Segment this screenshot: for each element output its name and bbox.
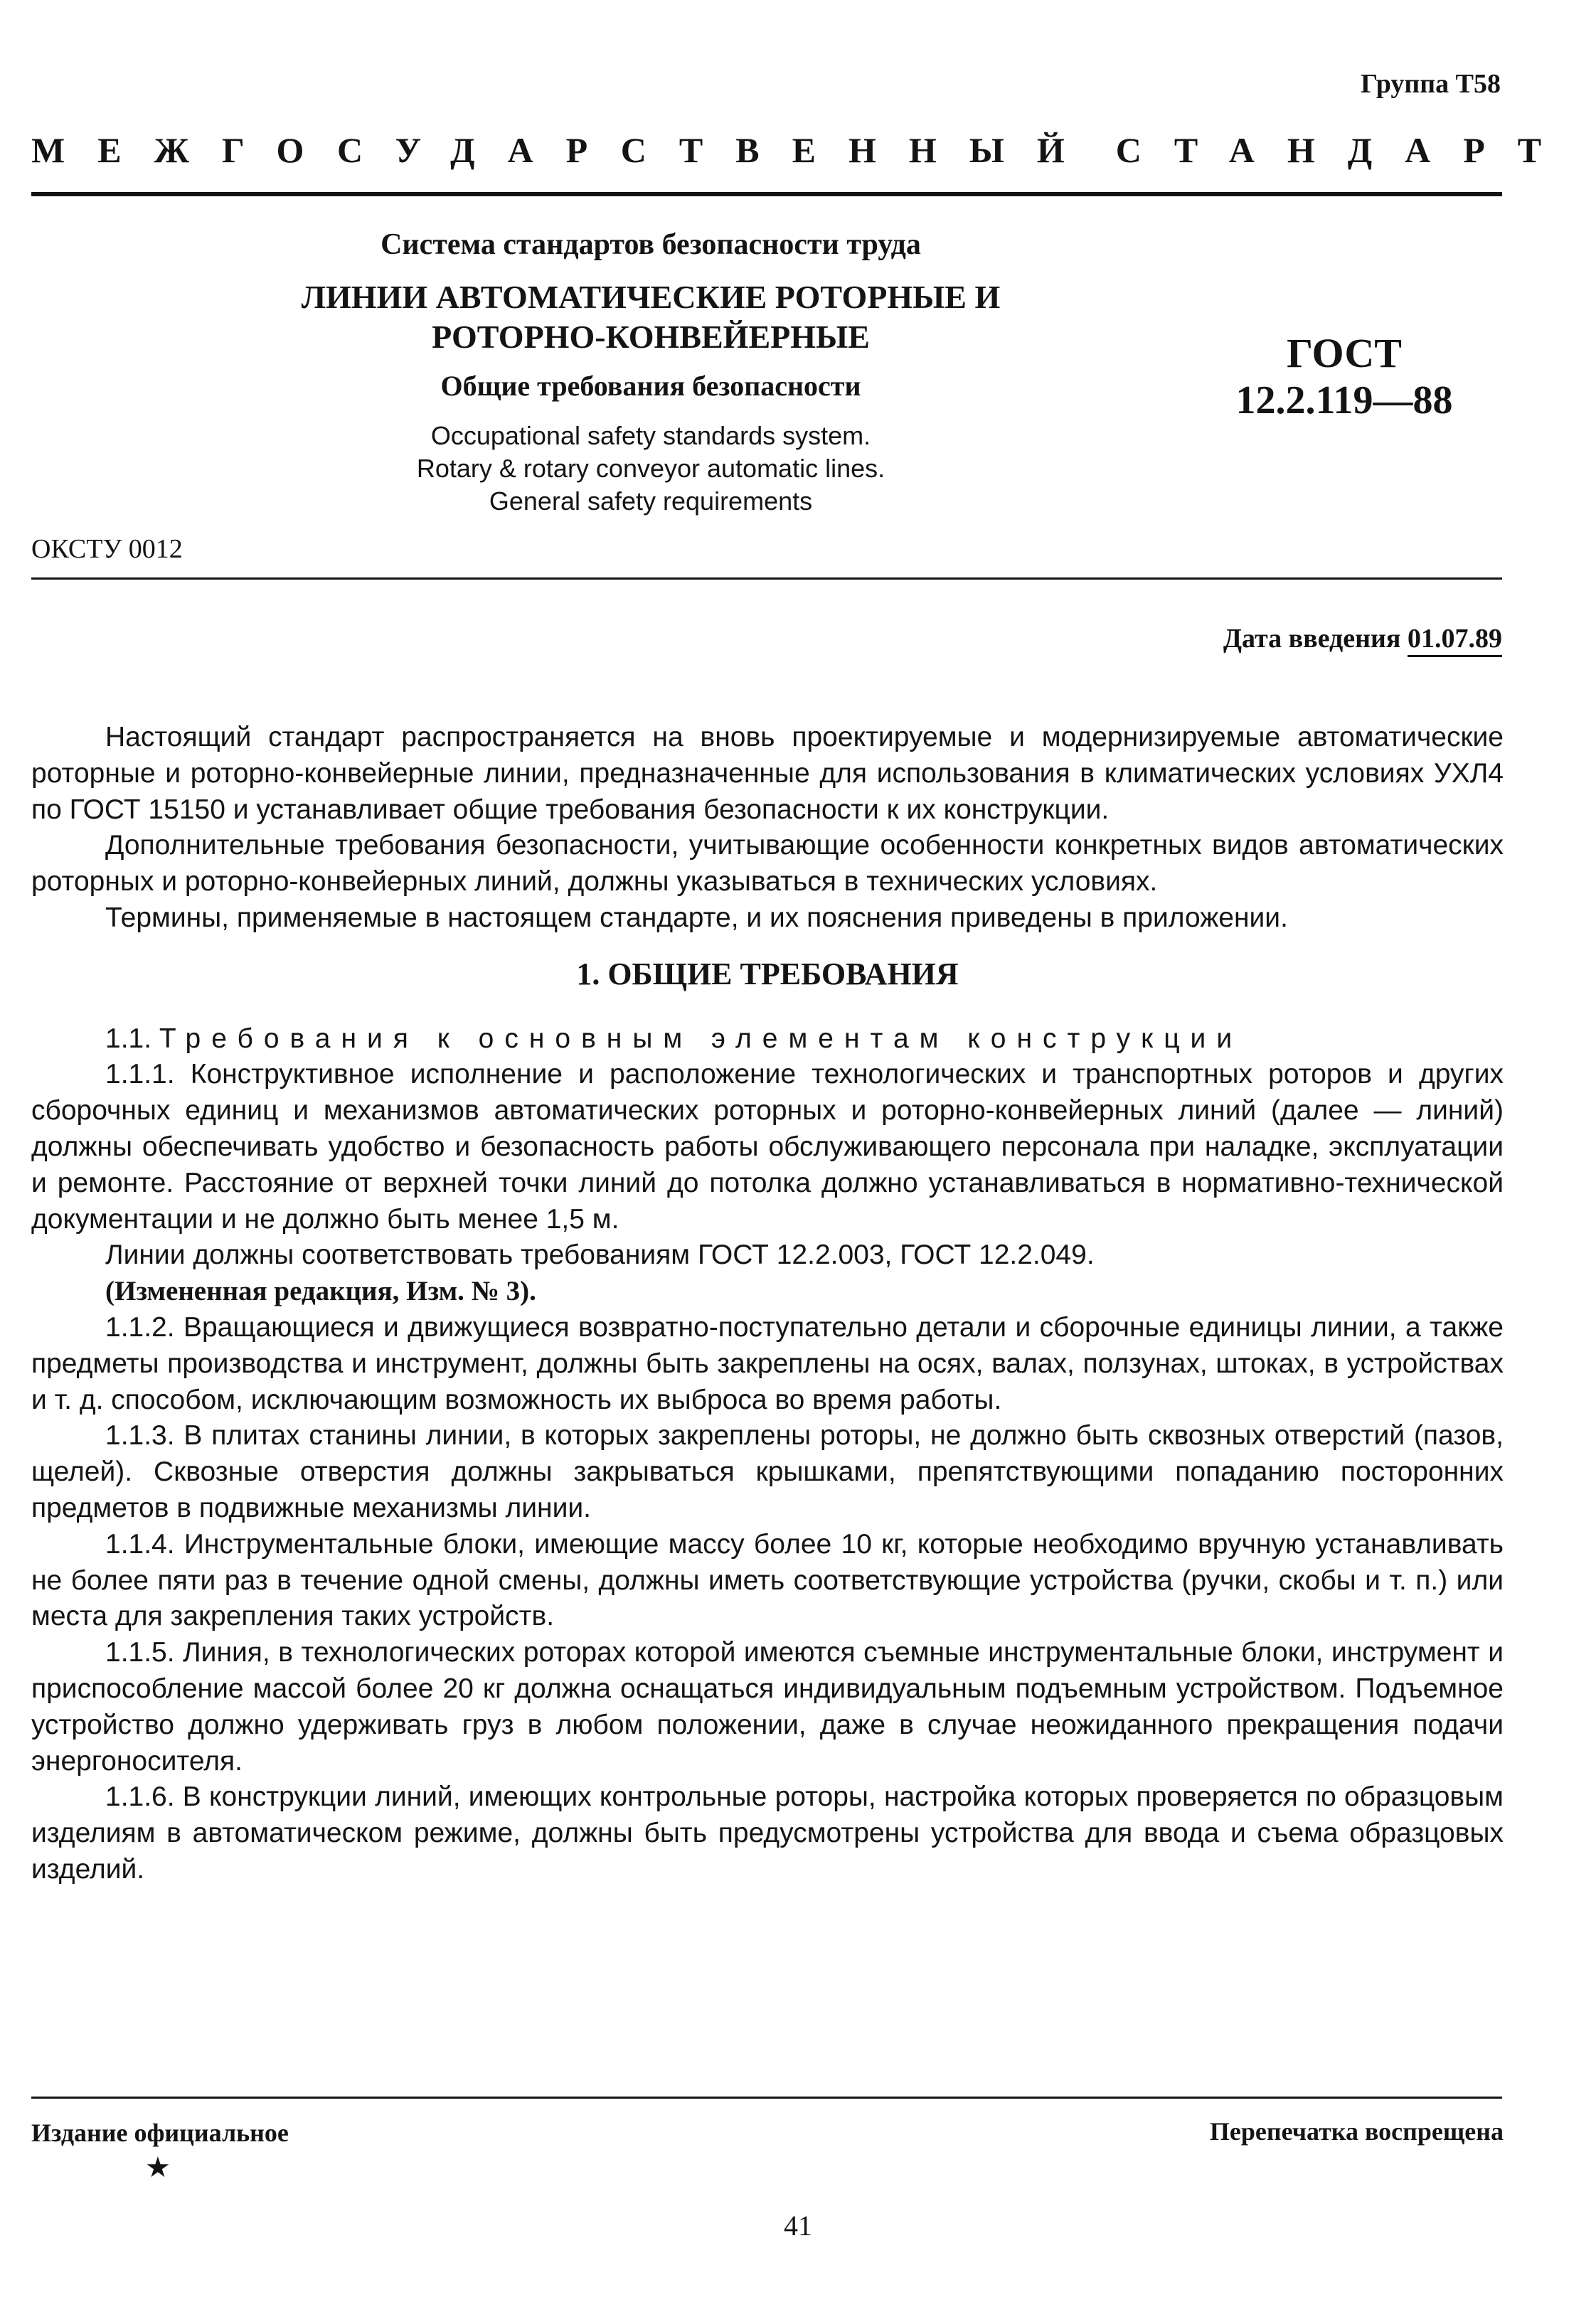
clause-1-1-6: 1.1.6. В конструкции линий, имеющих контрольные роторы, настройка которых проверяется по образцовым изделиям в автоматическом режиме, должны быть предусмотрены устройства для ввода и съема образцовых изделий.: [31, 1781, 1504, 1885]
standard-type-banner: [31, 129, 1542, 171]
clause-1-1-4: 1.1.4. Инструментальные блоки, имеющие массу более 10 кг, которые необходимо вручную устанавливать не более пяти раз в течение одной смены, должны иметь соответствующие устройства (ручки, скобы и т. п.) или места для закрепления таких устройств.: [31, 1528, 1504, 1632]
standard-type-word1: МЕЖГОСУДАРСТВЕННЫ: [31, 130, 1037, 170]
star-icon: ★: [145, 2151, 171, 2183]
subsection-title: Требования к основным элементам конструкции: [159, 1023, 1243, 1054]
okstu-code: ОКСТУ 0012: [31, 534, 183, 564]
clause-1-1-1: 1.1.1. Конструктивное исполнение и расположение технологических и транспортных роторов и других сборочных единиц и механизмов автоматических роторных и роторно-конвейерных линий (далее — линий) должны обеспечивать удобство и безопасность работы обслуживающего персонала при наладке, эксплуатации и ремонте. Расстояние от верхней точки линий до потолка должно устанавливаться в нормативно-технической документации и не должно быть менее 1,5 м.: [31, 1059, 1504, 1235]
document-body: [31, 720, 1504, 1888]
amendment-note: (Измененная редакция, Изм. № 3).: [105, 1276, 536, 1307]
header-divider: [31, 192, 1502, 196]
paragraph-terms: Термины, применяемые в настоящем стандарте, и их пояснения приведены в приложении.: [105, 902, 1288, 933]
official-edition-label: Издание официальное: [31, 2119, 289, 2147]
system-title: Система стандартов безопасности труда: [381, 228, 921, 261]
paragraph-scope: Настоящий стандарт распространяется на вновь проектируемые и модернизируемые автоматические роторные и роторно-конвейерные линии, предназначенные для использования в климатических условиях УХЛ4 по ГОСТ 15150 и устанавливает общие требования безопасности к их конструкции.: [31, 722, 1504, 825]
section-heading: 1. ОБЩИЕ ТРЕБОВАНИЯ: [576, 956, 959, 991]
title-block: [178, 226, 1124, 518]
main-title-line2: РОТОРНО-КОНВЕЙЕРНЫЕ: [432, 319, 870, 355]
gost-designation: [1209, 330, 1479, 424]
main-title-line1: ЛИНИИ АВТОМАТИЧЕСКИЕ РОТОРНЫЕ И: [301, 279, 1001, 315]
clause-1-1-3: 1.1.3. В плитах станины линии, в которых закреплены роторы, не должно быть сквозных отверстий (пазов, щелей). Сквозные отверстия должны закрываться крышками, препятствующими попаданию посторонних предметов в подвижные механизмы линии.: [31, 1420, 1504, 1523]
paragraph-lines-compliance: Линии должны соответствовать требованиям ГОСТ 12.2.003, ГОСТ 12.2.049.: [105, 1240, 1095, 1271]
english-title-line3: General safety requirements: [489, 486, 813, 516]
introduction-date: [1223, 623, 1502, 654]
subsection-heading: [31, 1021, 1504, 1058]
gost-label: ГОСТ: [1287, 330, 1402, 376]
page-number: 41: [784, 2210, 812, 2242]
clause-1-1-5: 1.1.5. Линия, в технологических роторах которой имеются съемные инструментальные блоки, инструмент и приспособление массой более 20 кг должна оснащаться индивидуальным подъемным устройством. Подъемное устройство должно удерживать груз в любом положении, даже в случае неожиданного прекращения подачи энергоносителя.: [31, 1637, 1504, 1777]
paragraph-additional: Дополнительные требования безопасности, учитывающие особенности конкретных видов автоматических роторных и роторно-конвейерных линий, должны указываться в технических условиях.: [31, 830, 1504, 897]
introduction-date-value: 01.07.89: [1408, 624, 1502, 657]
introduction-date-label: Дата введения: [1223, 624, 1401, 654]
footer-divider: [31, 2097, 1502, 2099]
english-title-line1: Occupational safety standards system.: [430, 421, 871, 450]
english-title-line2: Rotary & rotary conveyor automatic lines.: [416, 454, 885, 483]
main-title: [178, 277, 1124, 357]
english-title: [178, 420, 1124, 518]
subsection-number: 1.1.: [105, 1023, 152, 1054]
clause-1-1-2: 1.1.2. Вращающиеся и движущиеся возвратно-поступательно детали и сборочные единицы линии, а также предметы производства и инструмент, должны быть закреплены на осях, валах, ползунах, штоках, в устройствах и т. д. способом, исключающим возможность их выброса во время работы.: [31, 1311, 1504, 1415]
standard-type-word1-last: Й: [1036, 130, 1065, 170]
title-divider: [31, 577, 1502, 580]
standard-type-word2: СТАНДАР: [1115, 130, 1518, 170]
standard-type-word2-last: Т: [1517, 130, 1542, 170]
gost-number: 12.2.119—88: [1235, 378, 1453, 422]
subtitle: Общие требования безопасности: [440, 370, 861, 402]
group-code: Группа Т58: [1360, 69, 1501, 99]
reprint-notice: Перепечатка воспрещена: [1209, 2117, 1504, 2146]
